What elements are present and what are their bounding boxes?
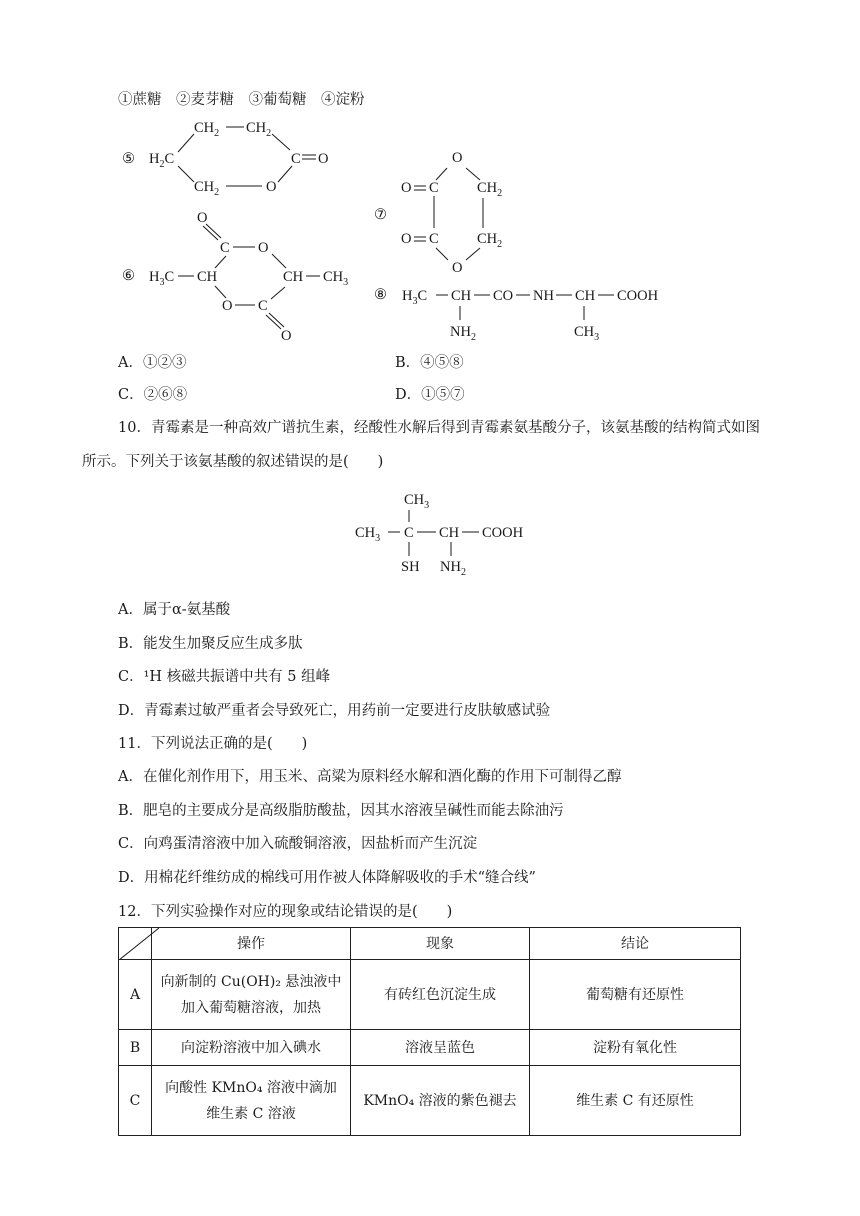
svg-text:CO: CO bbox=[493, 288, 514, 304]
svg-text:CH2: $CH_2$ bbox=[194, 120, 220, 139]
table-header-row bbox=[119, 928, 741, 960]
row-label: B bbox=[119, 1030, 152, 1066]
svg-text:SH: SH bbox=[401, 559, 420, 575]
table-header: 结论 bbox=[530, 928, 741, 960]
row-phenomenon: KMnO₄ 溶液的紫色褪去 bbox=[351, 1066, 530, 1136]
row-conclusion: 淀粉有氧化性 bbox=[530, 1030, 741, 1066]
q10-option-d: D．青霉素过敏严重者会导致死亡，用药前一定要进行皮肤敏感试验 bbox=[118, 703, 551, 719]
operation-line: 向新制的 Cu(OH)₂ 悬浊液中 bbox=[160, 973, 342, 990]
q11-option-d: D．用棉花纤维纺成的棉线可用作被人体降解吸收的手术“缝合线” bbox=[118, 870, 536, 886]
svg-text:CH: CH bbox=[451, 288, 472, 304]
svg-text:O: O bbox=[401, 180, 412, 196]
svg-text:H3C: $H_3C$ bbox=[149, 269, 175, 288]
q9-option-a: A．①②③ bbox=[118, 355, 187, 371]
row-phenomenon: 溶液呈蓝色 bbox=[351, 1030, 530, 1066]
svg-text:C: C bbox=[220, 240, 230, 256]
q10-option-b: B．能发生加聚反应生成多肽 bbox=[118, 636, 303, 652]
label-6: ⑥ bbox=[122, 268, 135, 284]
svg-text:CH3: $CH_3$ bbox=[355, 525, 381, 544]
svg-text:NH2: $NH_2$ bbox=[440, 559, 466, 578]
row-conclusion: 维生素 C 有还原性 bbox=[530, 1066, 741, 1136]
svg-text:NH: NH bbox=[533, 288, 554, 304]
label-5: ⑤ bbox=[122, 151, 135, 167]
q9-option-b: B．④⑤⑧ bbox=[395, 355, 464, 371]
svg-text:H2C: $H_2C$ bbox=[149, 151, 175, 170]
row-conclusion: 葡萄糖有还原性 bbox=[530, 960, 741, 1030]
row-operation: 向淀粉溶液中加入碘水 bbox=[152, 1030, 351, 1066]
svg-text:O: O bbox=[452, 260, 463, 276]
operation-line: 加入葡萄糖溶液，加热 bbox=[181, 999, 321, 1016]
q10-stem-line1: 10．青霉素是一种高效广谱抗生素，经酸性水解后得到青霉素氨基酸分子，该氨基酸的结构简式如图 bbox=[118, 420, 760, 436]
row-operation bbox=[152, 1066, 351, 1136]
row-phenomenon: 有砖红色沉淀生成 bbox=[351, 960, 530, 1030]
svg-text:COOH: COOH bbox=[482, 525, 524, 541]
q11-option-b: B．肥皂的主要成分是高级脂肪酸盐，因其水溶液呈碱性而能去除油污 bbox=[118, 803, 564, 819]
svg-text:NH2: $NH_2$ bbox=[450, 324, 476, 343]
table-header: 现象 bbox=[351, 928, 530, 960]
operation-line: 维生素 C 溶液 bbox=[206, 1105, 296, 1122]
q9-option-d: D．①⑤⑦ bbox=[395, 387, 465, 403]
q11-stem: 11．下列说法正确的是( ) bbox=[118, 736, 308, 752]
q12-table bbox=[118, 927, 741, 1136]
q11-option-c: C．向鸡蛋清溶液中加入硫酸铜溶液，因盐析而产生沉淀 bbox=[118, 836, 478, 852]
q10-structure bbox=[0, 0, 860, 600]
table-row bbox=[119, 1066, 741, 1136]
q10-option-c: C．¹H 核磁共振谱中共有 5 组峰 bbox=[118, 669, 331, 685]
svg-text:CH: CH bbox=[197, 269, 218, 285]
table-row bbox=[119, 960, 741, 1030]
svg-text:COOH: COOH bbox=[617, 288, 659, 304]
svg-text:O: O bbox=[258, 240, 269, 256]
svg-text:O: O bbox=[197, 210, 208, 226]
label-8: ⑧ bbox=[374, 287, 387, 303]
svg-text:H3C: $H_3C$ bbox=[402, 288, 428, 307]
svg-text:CH2: $CH_2$ bbox=[477, 180, 503, 199]
svg-text:CH3: $CH_3$ bbox=[574, 324, 600, 343]
q10-stem-line2: 所示。下列关于该氨基酸的叙述错误的是( ) bbox=[82, 454, 384, 470]
label-7: ⑦ bbox=[374, 207, 387, 223]
svg-text:CH3: $CH_3$ bbox=[323, 269, 349, 288]
row-label: C bbox=[119, 1066, 152, 1136]
svg-text:CH3: $CH_3$ bbox=[404, 492, 430, 511]
svg-text:C: C bbox=[429, 231, 439, 247]
svg-text:CH: CH bbox=[575, 288, 596, 304]
q9-items: ①蔗糖 ②麦芽糖 ③葡萄糖 ④淀粉 bbox=[118, 92, 365, 108]
svg-text:CH: CH bbox=[283, 269, 304, 285]
svg-text:C: C bbox=[429, 180, 439, 196]
row-operation bbox=[152, 960, 351, 1030]
q10-option-a: A．属于α-氨基酸 bbox=[118, 602, 231, 618]
q12-stem: 12．下列实验操作对应的现象或结论错误的是( ) bbox=[118, 904, 453, 920]
svg-text:O: O bbox=[452, 150, 463, 166]
table-row bbox=[119, 1030, 741, 1066]
svg-text:CH: CH bbox=[439, 525, 460, 541]
q9-option-c: C．②⑥⑧ bbox=[118, 387, 188, 403]
svg-text:C: C bbox=[291, 151, 301, 167]
table-corner-cell bbox=[119, 928, 152, 960]
svg-text:C: C bbox=[404, 525, 414, 541]
svg-text:O: O bbox=[318, 151, 329, 167]
row-label: A bbox=[119, 960, 152, 1030]
operation-line: 向酸性 KMnO₄ 溶液中滴加 bbox=[165, 1079, 337, 1096]
svg-text:O: O bbox=[266, 179, 277, 195]
svg-text:O: O bbox=[281, 328, 292, 344]
svg-text:O: O bbox=[222, 298, 233, 314]
svg-text:CH2: $CH_2$ bbox=[194, 179, 220, 198]
svg-text:O: O bbox=[401, 231, 412, 247]
table-header: 操作 bbox=[152, 928, 351, 960]
svg-text:CH2: $CH_2$ bbox=[477, 231, 503, 250]
svg-text:C: C bbox=[258, 298, 268, 314]
q11-option-a: A．在催化剂作用下，用玉米、高粱为原料经水解和酒化酶的作用下可制得乙醇 bbox=[118, 769, 622, 785]
svg-text:CH2: $CH_2$ bbox=[246, 120, 272, 139]
